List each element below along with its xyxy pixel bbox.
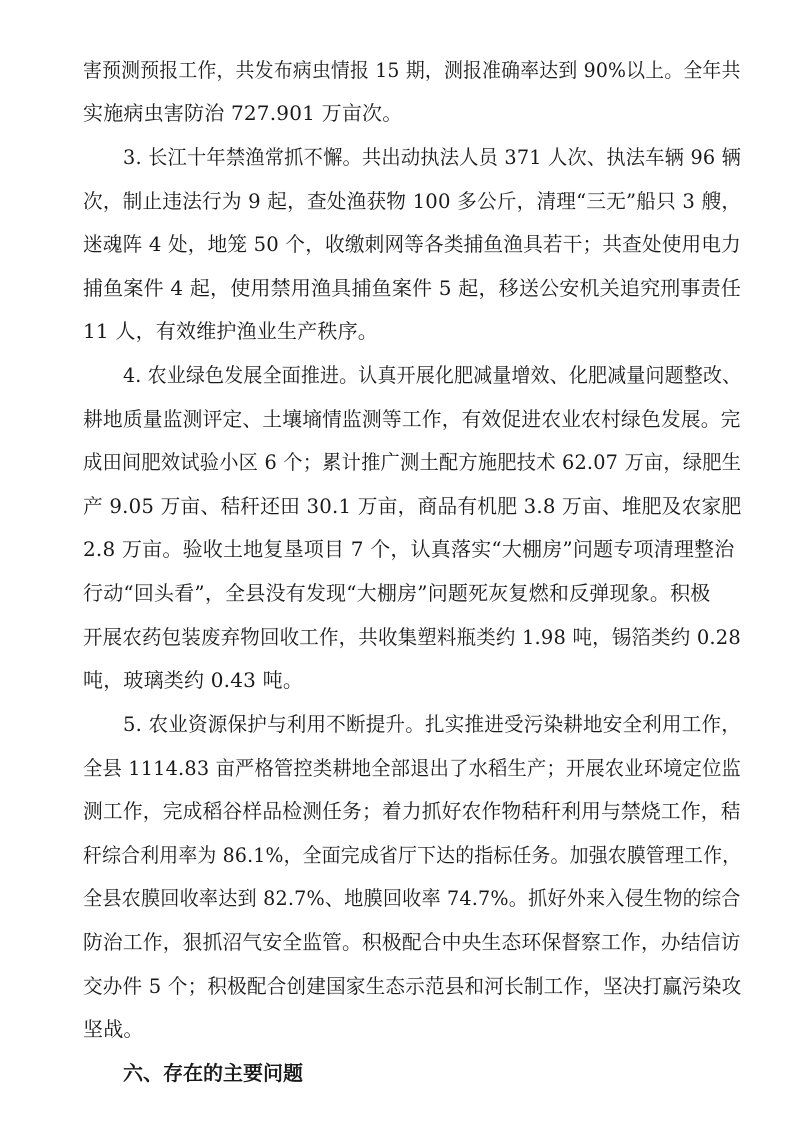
text-line: 次，制止违法行为 9 起，查处渔获物 100 多公斤，清理“三无”船只 3 艘，: [83, 189, 742, 213]
text-line: 害预测预报工作，共发布病虫情报 15 期，测报准确率达到 90%以上。全年共: [83, 58, 741, 82]
text-line: 交办件 5 个；积极配合创建国家生态示范县和河长制工作，坚决打赢污染攻: [83, 974, 742, 998]
text-line: 坚战。: [83, 1017, 144, 1041]
text-line: 成田间肥效试验小区 6 个；累计推广测土配方施肥技术 62.07 万亩，绿肥生: [83, 450, 742, 474]
text-line: 11 人，有效维护渔业生产秩序。: [83, 319, 379, 343]
paragraph-5-first-line: 5. 农业资源保护与利用不断提升。扎实推进受污染耕地安全利用工作，: [123, 712, 742, 736]
text-line: 2.8 万亩。验收土地复垦项目 7 个，认真落实“大棚房”问题专项清理整治: [83, 537, 735, 561]
text-line: 耕地质量监测评定、土壤墒情监测等工作，有效促进农业农村绿色发展。完: [83, 407, 741, 431]
text-line: 防治工作，狠抓沼气安全监管。积极配合中央生态环保督察工作，办结信访: [83, 930, 741, 954]
text-line: 迷魂阵 4 处，地笼 50 个，收缴刺网等各类捕鱼渔具若干；共查处使用电力: [83, 232, 741, 256]
text-line: 全县 1114.83 亩严格管控类耕地全部退出了水稻生产；开展农业环境定位监: [83, 756, 742, 780]
text-line: 测工作，完成稻谷样品检测任务；着力抓好农作物秸秆利用与禁烧工作，秸: [83, 799, 741, 823]
text-line: 实施病虫害防治 727.901 万亩次。: [83, 101, 403, 125]
text-line: 行动“回头看”，全县没有发现“大棚房”问题死灰复燃和反弹现象。积极: [83, 581, 711, 605]
section-heading: 六、存在的主要问题: [123, 1061, 303, 1085]
text-line: 全县农膜回收率达到 82.7%、地膜回收率 74.7%。抓好外来入侵生物的综合: [83, 886, 741, 910]
text-line: 吨，玻璃类约 0.43 吨。: [83, 668, 304, 692]
text-line: 捕鱼案件 4 起，使用禁用渔具捕鱼案件 5 起，移送公安机关追究刑事责任: [83, 276, 742, 300]
text-line: 秆综合利用率为 86.1%，全面完成省厅下达的指标任务。加强农膜管理工作，: [83, 843, 742, 867]
paragraph-3-first-line: 3. 长江十年禁渔常抓不懈。共出动执法人员 371 人次、执法车辆 96 辆: [123, 145, 742, 169]
text-line: 开展农药包装废弃物回收工作，共收集塑料瓶类约 1.98 吨，锡箔类约 0.28: [83, 625, 741, 649]
text-line: 产 9.05 万亩、秸秆还田 30.1 万亩，商品有机肥 3.8 万亩、堆肥及农家肥: [83, 494, 742, 518]
paragraph-4-first-line: 4. 农业绿色发展全面推进。认真开展化肥减量增效、化肥减量问题整改、: [123, 363, 742, 387]
